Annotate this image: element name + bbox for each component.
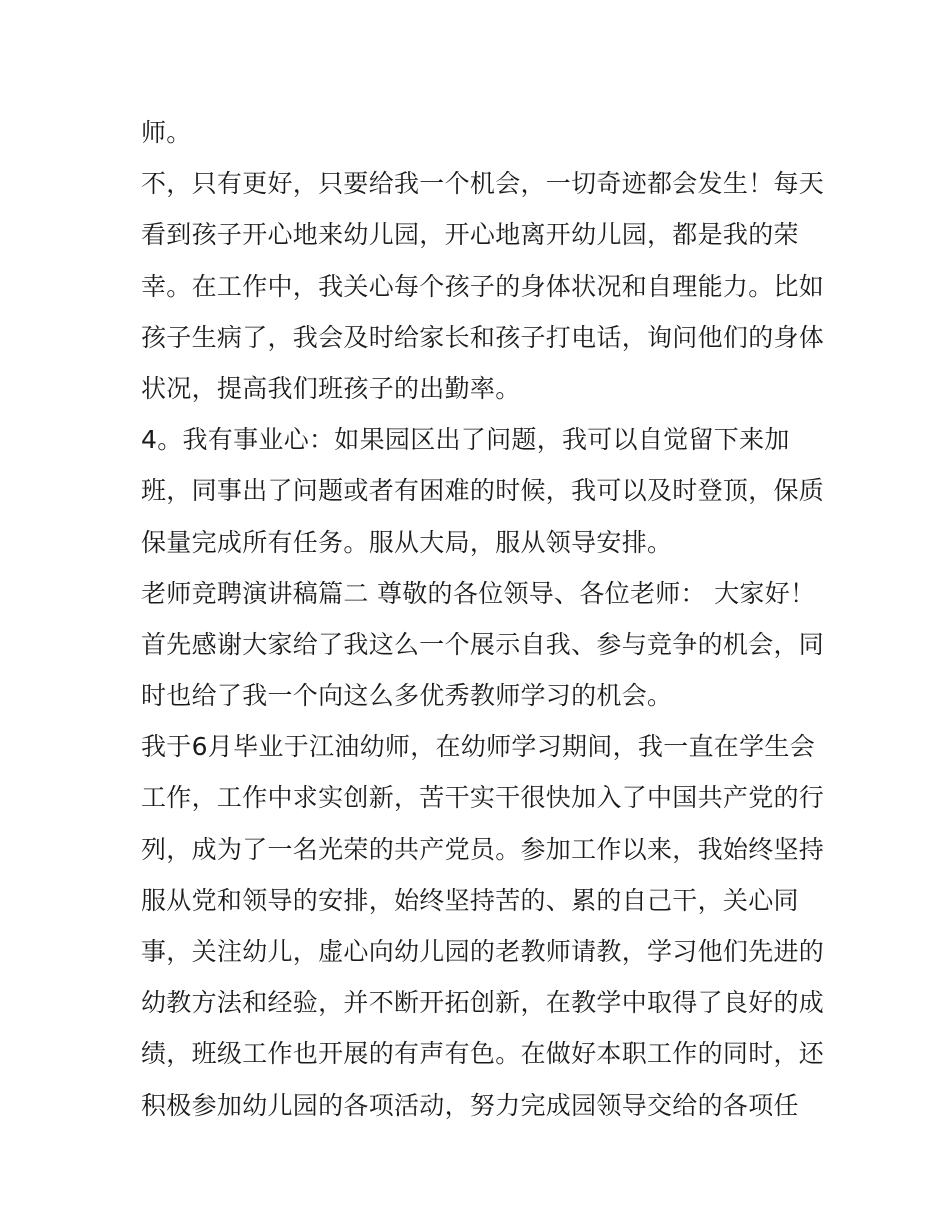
text-line: 班，同事出了问题或者有困难的时候，我可以及时登顶，保质 [141, 476, 825, 506]
text-line: 工作，工作中求实创新，苦干实干很快加入了中国共产党的行 [141, 783, 825, 813]
text-line: 我于6月毕业于江油幼师，在幼师学习期间，我一直在学生会 [141, 732, 816, 762]
text-line: 服从党和领导的安排，始终坚持苦的、累的自己干，关心同 [141, 885, 799, 915]
body-text [141, 107, 825, 1131]
text-line: 老师竞聘演讲稿篇二 尊敬的各位领导、各位老师： 大家好！ [141, 578, 816, 608]
text-line: 师。 [141, 118, 192, 147]
text-line: 列，成为了一名光荣的共产党员。参加工作以来，我始终坚持 [141, 834, 825, 864]
text-line: 4。我有事业心：如果园区出了问题，我可以自觉留下来加 [141, 425, 790, 455]
text-line: 幸。在工作中，我关心每个孩子的身体状况和自理能力。比如 [141, 271, 825, 301]
text-line: 绩，班级工作也开展的有声有色。在做好本职工作的同时，还 [141, 1039, 825, 1069]
text-line: 看到孩子开心地来幼儿园，开心地离开幼儿园，都是我的荣 [141, 220, 799, 250]
text-line: 状况，提高我们班孩子的出勤率。 [141, 373, 521, 403]
text-line: 孩子生病了，我会及时给家长和孩子打电话，询问他们的身体 [141, 322, 825, 352]
text-line: 幼教方法和经验，并不断开拓创新，在教学中取得了良好的成 [141, 988, 825, 1018]
text-line: 事，关注幼儿，虚心向幼儿园的老教师请教，学习他们先进的 [141, 937, 825, 966]
text-line: 积极参加幼儿园的各项活动，努力完成园领导交给的各项任 [141, 1090, 799, 1120]
text-line: 首先感谢大家给了我这么一个展示自我、参与竞争的机会，同 [141, 629, 825, 659]
text-line: 不，只有更好，只要给我一个机会，一切奇迹都会发生！每天 [141, 169, 825, 199]
text-line: 时也给了我一个向这么多优秀教师学习的机会。 [141, 681, 673, 711]
text-line: 保量完成所有任务。服从大局，服从领导安排。 [141, 527, 673, 557]
